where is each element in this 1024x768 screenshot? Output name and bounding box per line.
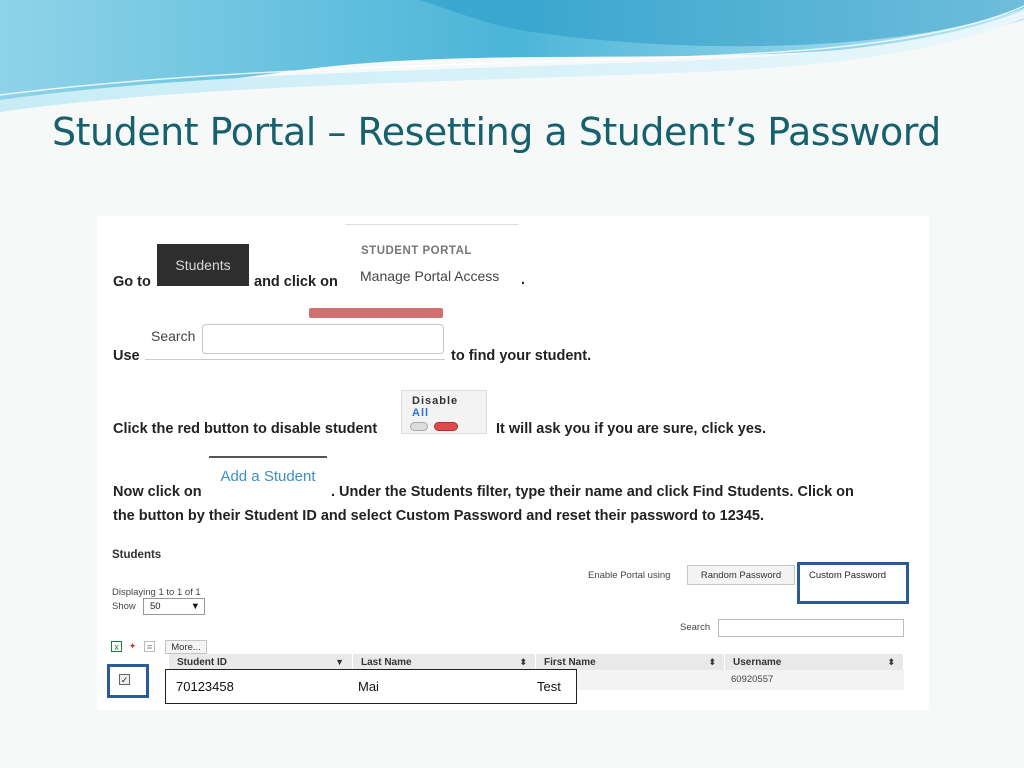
custom-password-button[interactable]: Custom Password	[809, 570, 887, 581]
pdf-icon[interactable]: ✦	[128, 641, 137, 651]
first-name-cell: Test	[537, 679, 561, 694]
toggle-off-icon[interactable]	[410, 422, 428, 431]
instruction-panel	[97, 216, 929, 710]
manage-portal-access-link[interactable]: Manage Portal Access	[360, 268, 500, 284]
step3-text: Click the red button to disable student	[113, 421, 378, 437]
sort-icon: ⬍	[887, 656, 895, 667]
student-row-callout[interactable]	[165, 669, 577, 704]
menu-highlight-bar	[309, 308, 443, 318]
all-label: All	[412, 407, 430, 419]
last-name-cell: Mai	[358, 679, 379, 694]
step2-to-find-text: to find your student.	[451, 348, 592, 364]
checkbox-icon[interactable]: ✓	[120, 675, 129, 685]
sort-icon: ⬍	[708, 656, 716, 667]
step3-after: It will ask you if you are sure, click yes.	[496, 421, 766, 437]
step3-after-text	[496, 421, 766, 437]
sort-icon: ⬍	[519, 656, 527, 667]
students-section-title: Students	[112, 549, 162, 561]
step1-go-to-text: Go to	[113, 274, 151, 290]
column-header-student-id[interactable]	[169, 654, 353, 670]
column-header-first-name[interactable]	[536, 654, 725, 670]
enable-portal-label: Enable Portal using	[588, 570, 671, 581]
table-search-input[interactable]	[718, 619, 904, 637]
student-id-cell: 70123458	[176, 679, 234, 694]
step4-line1-rest: . Under the Students filter, type their name and click Find Students. Click on	[331, 484, 854, 500]
portal-menu-header: STUDENT PORTAL	[361, 245, 472, 257]
add-a-student-button[interactable]: Add a Student	[209, 456, 327, 494]
wave-header-decoration	[0, 0, 1024, 120]
step1-and-click-on-text	[254, 274, 338, 290]
sort-icon: ▼	[335, 657, 344, 667]
step4-now-click-on	[113, 484, 202, 500]
search-input[interactable]	[202, 324, 444, 354]
excel-icon[interactable]: x	[111, 641, 122, 652]
custom-password-highlight	[797, 562, 909, 604]
disable-label: Disable	[412, 395, 459, 407]
username-header-label: Username	[733, 656, 782, 668]
document-icon[interactable]: ≡	[144, 641, 155, 652]
step4-now-click-on-text: Now click on	[113, 484, 202, 500]
more-button[interactable]: More...	[165, 640, 207, 654]
search-label: Search	[151, 328, 196, 344]
step4-line2: the button by their Student ID and select Custom Password and reset their password to 12345.	[113, 508, 765, 524]
random-password-button[interactable]: Random Password	[687, 565, 795, 585]
student-id-header-label: Student ID	[177, 656, 227, 668]
last-name-header-label: Last Name	[361, 656, 412, 668]
table-search-label: Search	[680, 622, 711, 633]
row-select-highlight	[107, 664, 149, 698]
column-header-last-name[interactable]	[353, 654, 536, 670]
step1-and-click-on: and click on	[254, 274, 338, 290]
username-cell: 60920557	[731, 674, 774, 685]
step1-period: .	[521, 272, 526, 288]
dropdown-arrow-icon: ▼	[190, 601, 200, 612]
show-select[interactable]	[143, 598, 205, 615]
search-underline	[145, 359, 445, 360]
first-name-header-label: First Name	[544, 656, 596, 668]
step2-use-text: Use	[113, 348, 140, 364]
disable-all-control	[401, 390, 487, 434]
show-select-value: 50	[150, 601, 161, 612]
student-portal-menu	[345, 224, 519, 288]
displaying-count: Displaying 1 to 1 of 1	[112, 587, 201, 598]
slide-title: Student Portal – Resetting a Student’s Password	[52, 110, 941, 154]
students-button[interactable]: Students	[157, 244, 249, 286]
show-label: Show	[112, 601, 136, 612]
column-header-username[interactable]	[725, 654, 904, 670]
disable-red-button[interactable]	[434, 422, 458, 431]
